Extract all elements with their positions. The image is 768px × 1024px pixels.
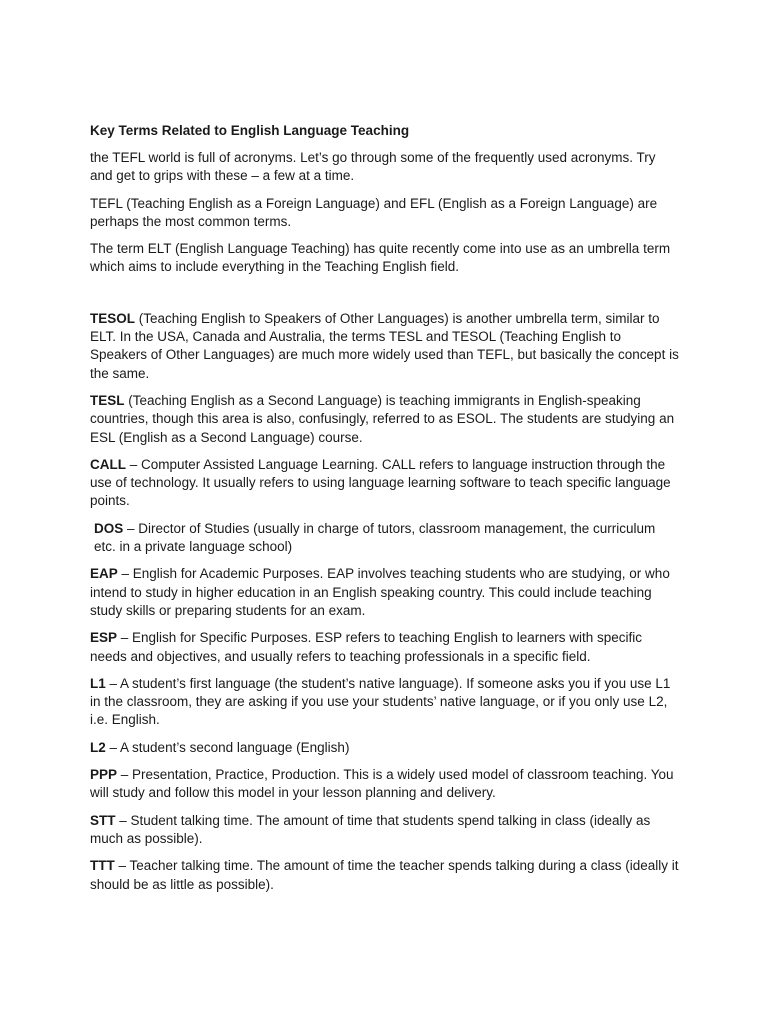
term-entry-stt	[90, 812, 680, 849]
term-entry-ppp	[90, 766, 680, 803]
term-definition: – English for Specific Purposes. ESP refers to teaching English to learners with specific needs and objectives, and usually refers to teaching professionals in a specific field.	[90, 630, 643, 664]
term-label: STT	[90, 812, 116, 828]
term-label: TTT	[90, 858, 115, 874]
term-entry-esp	[90, 629, 680, 666]
term-label: DOS	[94, 520, 124, 536]
document-title: Key Terms Related to English Language Teaching	[90, 123, 410, 138]
term-definition: – Computer Assisted Language Learning. CALL refers to language instruction through the use of technology. It usually refers to using language learning software to teach specific language points.	[90, 456, 671, 509]
term-label: ESP	[90, 630, 118, 646]
term-label: TESOL	[90, 310, 136, 326]
term-entry-call	[90, 456, 680, 511]
term-label: L1	[90, 675, 106, 691]
term-entry-tesl	[90, 392, 680, 447]
term-entry-ttt	[90, 857, 680, 894]
term-label: EAP	[90, 566, 118, 582]
term-definition: – A student’s first language (the student’s native language). If someone asks you if you use L1 in the classroom, they are asking if you use your students’ native language, or if you only use L2, i.e. English.	[90, 675, 671, 728]
term-label: CALL	[90, 456, 126, 472]
term-label: PPP	[90, 767, 118, 783]
term-definition: – A student’s second language (English)	[105, 739, 350, 755]
section-spacer	[90, 286, 680, 310]
term-definition: (Teaching English as a Second Language) is teaching immigrants in English-speaking countries, though this area is also, confusingly, referred to as ESOL. The students are studying an ESL (English as a Second Language) course.	[90, 392, 675, 445]
term-entry-tesol	[90, 310, 680, 383]
term-definition: – English for Academic Purposes. EAP involves teaching students who are studying, or who intend to study in higher education in an English speaking country. This could include teaching study skills or preparing students for an exam.	[90, 566, 670, 618]
term-label: L2	[90, 739, 106, 755]
term-entry-l1	[90, 675, 680, 730]
term-definition: – Student talking time. The amount of time that students spend talking in class (ideally as much as possible).	[90, 812, 651, 846]
term-definition: (Teaching English to Speakers of Other Languages) is another umbrella term, similar to ELT. In the USA, Canada and Australia, the terms TESL and TESOL (Teaching English to Speakers of Other Languages) are much more widely used than TEFL, but basically the concept is the same.	[90, 310, 679, 381]
intro-paragraph-3: The term ELT (English Language Teaching) has quite recently come into use as an umbrella term which aims to include everything in the Teaching English field.	[90, 241, 671, 275]
term-label: TESL	[90, 392, 125, 408]
intro-paragraph-2: TEFL (Teaching English as a Foreign Language) and EFL (English as a Foreign Language) are perhaps the most common terms.	[90, 195, 658, 229]
term-entry-eap	[90, 565, 680, 620]
term-definition: – Director of Studies (usually in charge of tutors, classroom management, the curriculum etc. in a private language school)	[94, 520, 656, 555]
term-definition: – Presentation, Practice, Production. This is a widely used model of classroom teaching. You will study and follow this model in your lesson planning and delivery.	[90, 767, 674, 801]
intro-paragraph-1: the TEFL world is full of acronyms. Let’s go through some of the frequently used acronyms. Try and get to grips with these – a few at a time.	[90, 150, 656, 184]
term-entry-dos	[90, 520, 680, 557]
term-definition: – Teacher talking time. The amount of time the teacher spends talking during a class (ideally it should be as little as possible).	[90, 858, 679, 892]
term-entry-l2	[90, 739, 680, 757]
